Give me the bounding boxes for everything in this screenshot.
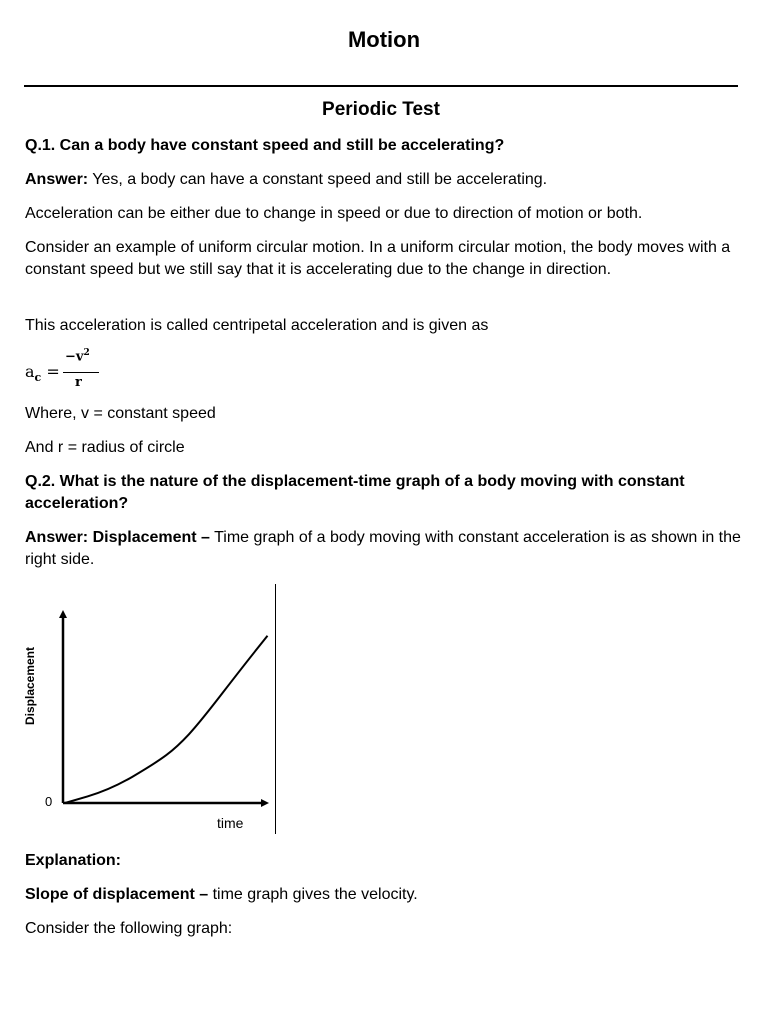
formula-equals: = — [41, 362, 60, 381]
graph-right-divider — [275, 584, 276, 834]
answer-2 — [25, 527, 745, 571]
formula-lhs — [25, 362, 60, 384]
paragraph-circular-motion: Consider an example of uniform circular motion. In a uniform circular motion, the body moves with a constant speed but we still say that it is accelerating due to the change in direction. — [25, 239, 731, 278]
explanation-heading: Explanation: — [25, 852, 122, 869]
and-line: And r = radius of circle — [25, 439, 185, 456]
where-line: Where, v = constant speed — [25, 405, 216, 422]
centripetal-formula — [25, 348, 125, 398]
title-divider — [24, 85, 738, 87]
answer-1 — [25, 169, 745, 191]
formula-numerator-text: −v — [65, 349, 84, 365]
answer-2-text: Time graph of a body moving with constant acceleration is as shown in the right side. — [25, 529, 741, 568]
slope-text: time graph gives the velocity. — [208, 886, 418, 903]
page-title: Motion — [347, 27, 421, 52]
section-title: Periodic Test — [322, 99, 440, 120]
formula-numerator — [65, 348, 90, 364]
paragraph-acceleration: Acceleration can be either due to change in speed or due to direction of motion or both. — [25, 205, 643, 222]
paragraph-centripetal: This acceleration is called centripetal acceleration and is given as — [25, 317, 489, 334]
displacement-curve — [65, 636, 268, 803]
graph-x-axis-label: time — [217, 815, 244, 831]
graph-origin-label: 0 — [45, 794, 53, 809]
displacement-time-graph — [20, 580, 290, 840]
formula-numerator-sup: 2 — [83, 348, 90, 358]
question-2: Q.2. What is the nature of the displacement-time graph of a body moving with constant acceleration? — [25, 473, 685, 512]
displacement-time-svg — [20, 580, 290, 840]
answer-1-text: Yes, a body can have a constant speed and still be accelerating. — [88, 171, 548, 188]
answer-2-label: Answer: Displacement – — [25, 529, 210, 546]
formula-sub-c: c — [34, 371, 42, 385]
formula-a: a — [25, 362, 35, 381]
y-axis-label-text: Displacement — [23, 646, 37, 726]
answer-1-label: Answer: — [25, 171, 89, 188]
consider-line: Consider the following graph: — [25, 920, 233, 937]
formula-fraction-bar — [63, 372, 99, 373]
question-1: Q.1. Can a body have constant speed and still be accelerating? — [25, 137, 505, 154]
formula-denominator: r — [75, 375, 82, 390]
slope-label: Slope of displacement – — [25, 886, 209, 903]
slope-line — [25, 884, 745, 906]
